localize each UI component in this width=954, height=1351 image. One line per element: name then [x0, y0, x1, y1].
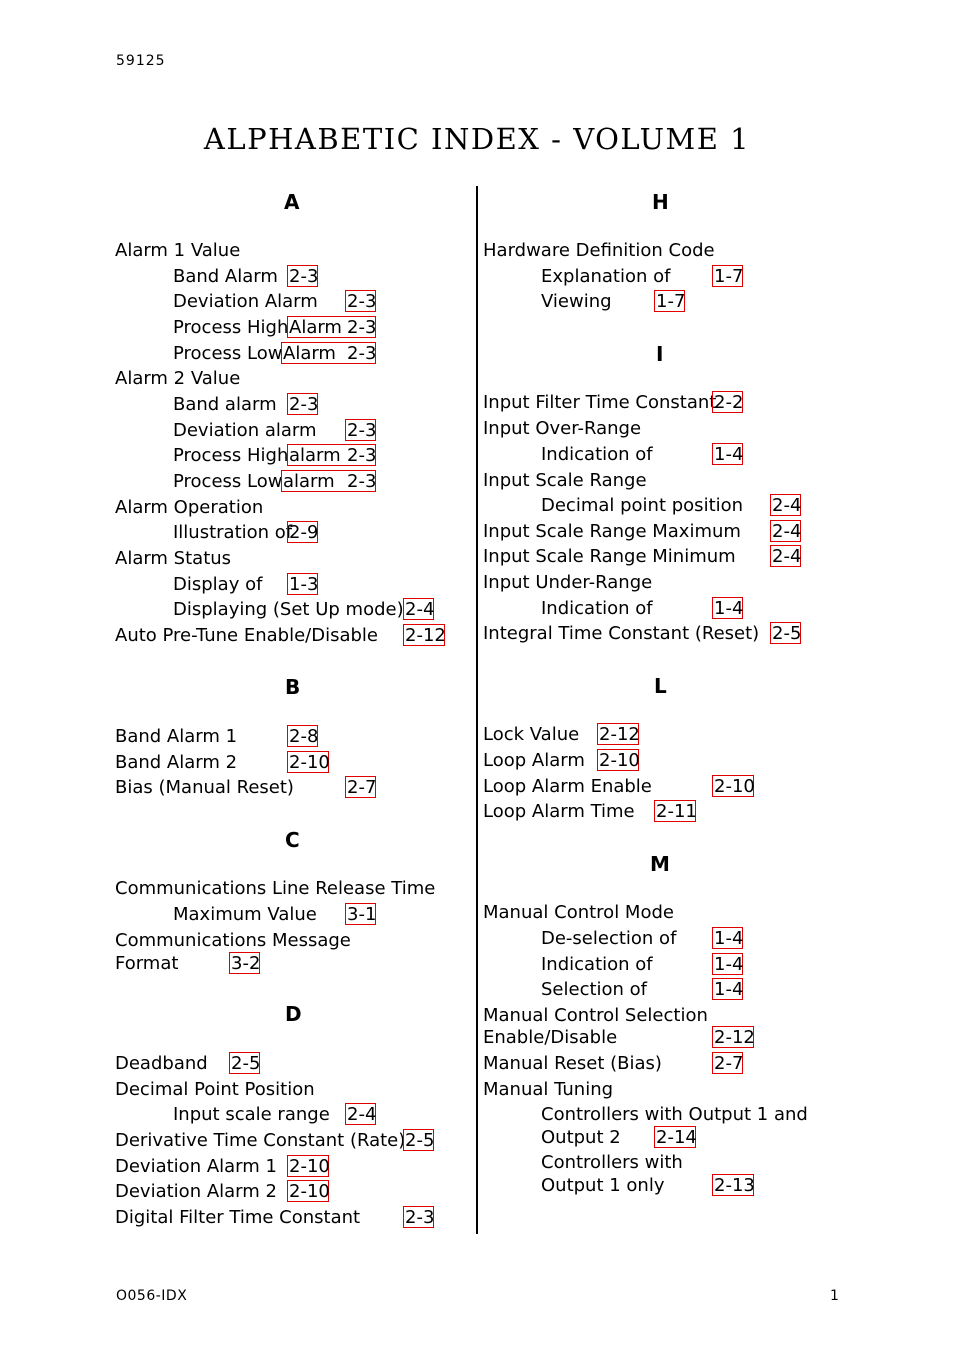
page-ref: 2-2: [714, 392, 744, 413]
document-number: 59125: [116, 53, 166, 69]
index-subentry: Input scale range: [173, 1104, 330, 1125]
page-ref: 2-3: [347, 445, 377, 466]
index-entry-cont: Format: [115, 953, 179, 974]
column-divider: [476, 186, 478, 1234]
page-ref: 2-10: [289, 752, 330, 773]
page-ref: 1-3: [289, 574, 319, 595]
index-subentry: Process Low: [173, 471, 283, 492]
index-subentry: Indication of: [541, 954, 653, 975]
page-ref: 2-4: [772, 521, 802, 542]
page-ref: 2-3: [289, 394, 319, 415]
index-entry: Manual Tuning: [483, 1079, 614, 1100]
page-ref: 2-3: [347, 471, 377, 492]
index-subentry: De-selection of: [541, 928, 677, 949]
page-ref: 3-1: [347, 904, 377, 925]
page-ref: 2-8: [289, 726, 319, 747]
index-entry: Lock Value: [483, 724, 580, 745]
index-subentry: Selection of: [541, 979, 648, 1000]
index-entry: Loop Alarm: [483, 750, 585, 771]
section-heading-m: M: [650, 852, 670, 876]
page-ref: 2-4: [347, 1104, 377, 1125]
index-subentry-cont: Output 2: [541, 1127, 621, 1148]
index-subentry: Indication of: [541, 598, 653, 619]
page-ref: 2-12: [405, 625, 446, 646]
index-entry: Communications Line Release Time: [115, 878, 436, 899]
index-subentry: Controllers with Output 1 and: [541, 1104, 808, 1125]
page-ref: 2-3: [347, 291, 377, 312]
index-entry: Deviation Alarm 1: [115, 1156, 277, 1177]
page-ref: 2-10: [289, 1181, 330, 1202]
page-ref: 2-3: [347, 420, 377, 441]
page-ref: 1-7: [656, 291, 686, 312]
section-heading-b: B: [285, 675, 301, 699]
page-ref: 2-3: [347, 317, 377, 338]
index-subentry-cont: alarm: [283, 471, 335, 492]
index-subentry-cont: Output 1 only: [541, 1175, 665, 1196]
index-entry: Input Scale Range: [483, 470, 647, 491]
page-ref: 3-2: [231, 953, 261, 974]
index-entry: Derivative Time Constant (Rate): [115, 1130, 406, 1151]
index-entry: Alarm 1 Value: [115, 240, 241, 261]
index-subentry: Band alarm: [173, 394, 277, 415]
index-subentry: Decimal point position: [541, 495, 744, 516]
index-subentry: Process High: [173, 445, 289, 466]
index-subentry: Illustration of: [173, 522, 293, 543]
page-ref: 2-5: [405, 1130, 435, 1151]
index-entry: Input Scale Range Maximum: [483, 521, 741, 542]
index-entry: Loop Alarm Time: [483, 801, 635, 822]
page-ref: 2-3: [405, 1207, 435, 1228]
page-ref: 2-10: [289, 1156, 330, 1177]
section-heading-d: D: [285, 1002, 302, 1026]
page-ref: 1-4: [714, 598, 744, 619]
index-entry: Decimal Point Position: [115, 1079, 315, 1100]
index-entry: Manual Control Mode: [483, 902, 674, 923]
page-ref: 2-4: [772, 546, 802, 567]
index-subentry: Process Low: [173, 343, 283, 364]
index-subentry: Display of: [173, 574, 263, 595]
index-subentry: Explanation of: [541, 266, 671, 287]
index-entry: Integral Time Constant (Reset): [483, 623, 760, 644]
page-ref: 2-5: [231, 1053, 261, 1074]
page-title: [0, 122, 954, 156]
footer-doc-code: O056-IDX: [116, 1288, 188, 1304]
page-ref: 2-3: [347, 343, 377, 364]
page-number: 1: [830, 1288, 840, 1304]
index-entry: Alarm 2 Value: [115, 368, 241, 389]
index-subentry-cont: alarm: [289, 445, 341, 466]
index-entry: Deadband: [115, 1053, 208, 1074]
section-heading-c: C: [285, 828, 300, 852]
index-entry: Input Under-Range: [483, 572, 653, 593]
page-ref: 2-4: [405, 599, 435, 620]
page-ref: 2-7: [347, 777, 377, 798]
page-ref: 2-9: [289, 522, 319, 543]
page-ref: 2-4: [772, 495, 802, 516]
section-heading-h: H: [652, 190, 669, 214]
index-subentry: Deviation alarm: [173, 420, 317, 441]
index-subentry-cont: Alarm: [289, 317, 342, 338]
index-entry: Manual Control Selection: [483, 1005, 708, 1026]
page-ref: 1-4: [714, 928, 744, 949]
index-subentry: Viewing: [541, 291, 612, 312]
page-ref: 2-10: [599, 750, 640, 771]
page-ref: 2-5: [772, 623, 802, 644]
index-subentry: Indication of: [541, 444, 653, 465]
index-entry: Input Scale Range Minimum: [483, 546, 736, 567]
page-ref: 2-11: [656, 801, 697, 822]
index-entry: Hardware Definition Code: [483, 240, 715, 261]
index-entry: Auto Pre-Tune Enable/Disable: [115, 625, 378, 646]
title-part-2: VOLUME 1: [573, 122, 751, 156]
section-heading-i: I: [656, 342, 664, 366]
index-subentry: Process High: [173, 317, 289, 338]
index-entry-cont: Enable/Disable: [483, 1027, 618, 1048]
index-entry: Band Alarm 2: [115, 752, 238, 773]
page-ref: 2-3: [289, 266, 319, 287]
title-part-1: ALPHABETIC INDEX: [203, 122, 541, 156]
index-entry: Alarm Status: [115, 548, 232, 569]
index-subentry-cont: Alarm: [283, 343, 336, 364]
title-separator: -: [540, 122, 574, 156]
section-heading-a: A: [284, 190, 300, 214]
index-entry: Loop Alarm Enable: [483, 776, 652, 797]
index-subentry: Displaying (Set Up mode): [173, 599, 404, 620]
page-ref: 1-4: [714, 444, 744, 465]
index-entry: Alarm Operation: [115, 497, 264, 518]
index-entry: Manual Reset (Bias): [483, 1053, 662, 1074]
index-subentry: Deviation Alarm: [173, 291, 318, 312]
page-ref: 2-14: [656, 1127, 697, 1148]
index-entry: Deviation Alarm 2: [115, 1181, 277, 1202]
page-ref: 2-12: [714, 1027, 755, 1048]
page-ref: 1-7: [714, 266, 744, 287]
index-entry: Band Alarm 1: [115, 726, 238, 747]
section-heading-l: L: [654, 674, 667, 698]
page-ref: 2-7: [714, 1053, 744, 1074]
index-entry: Communications Message: [115, 930, 351, 951]
page-ref: 2-10: [714, 776, 755, 797]
index-entry: Input Filter Time Constant: [483, 392, 717, 413]
page-ref: 2-12: [599, 724, 640, 745]
page-ref: 1-4: [714, 954, 744, 975]
page-ref: 1-4: [714, 979, 744, 1000]
index-entry: Bias (Manual Reset): [115, 777, 294, 798]
index-subentry: Controllers with: [541, 1152, 683, 1173]
page-ref: 2-13: [714, 1175, 755, 1196]
index-subentry: Maximum Value: [173, 904, 317, 925]
index-subentry: Band Alarm: [173, 266, 278, 287]
index-entry: Input Over-Range: [483, 418, 642, 439]
index-entry: Digital Filter Time Constant: [115, 1207, 361, 1228]
